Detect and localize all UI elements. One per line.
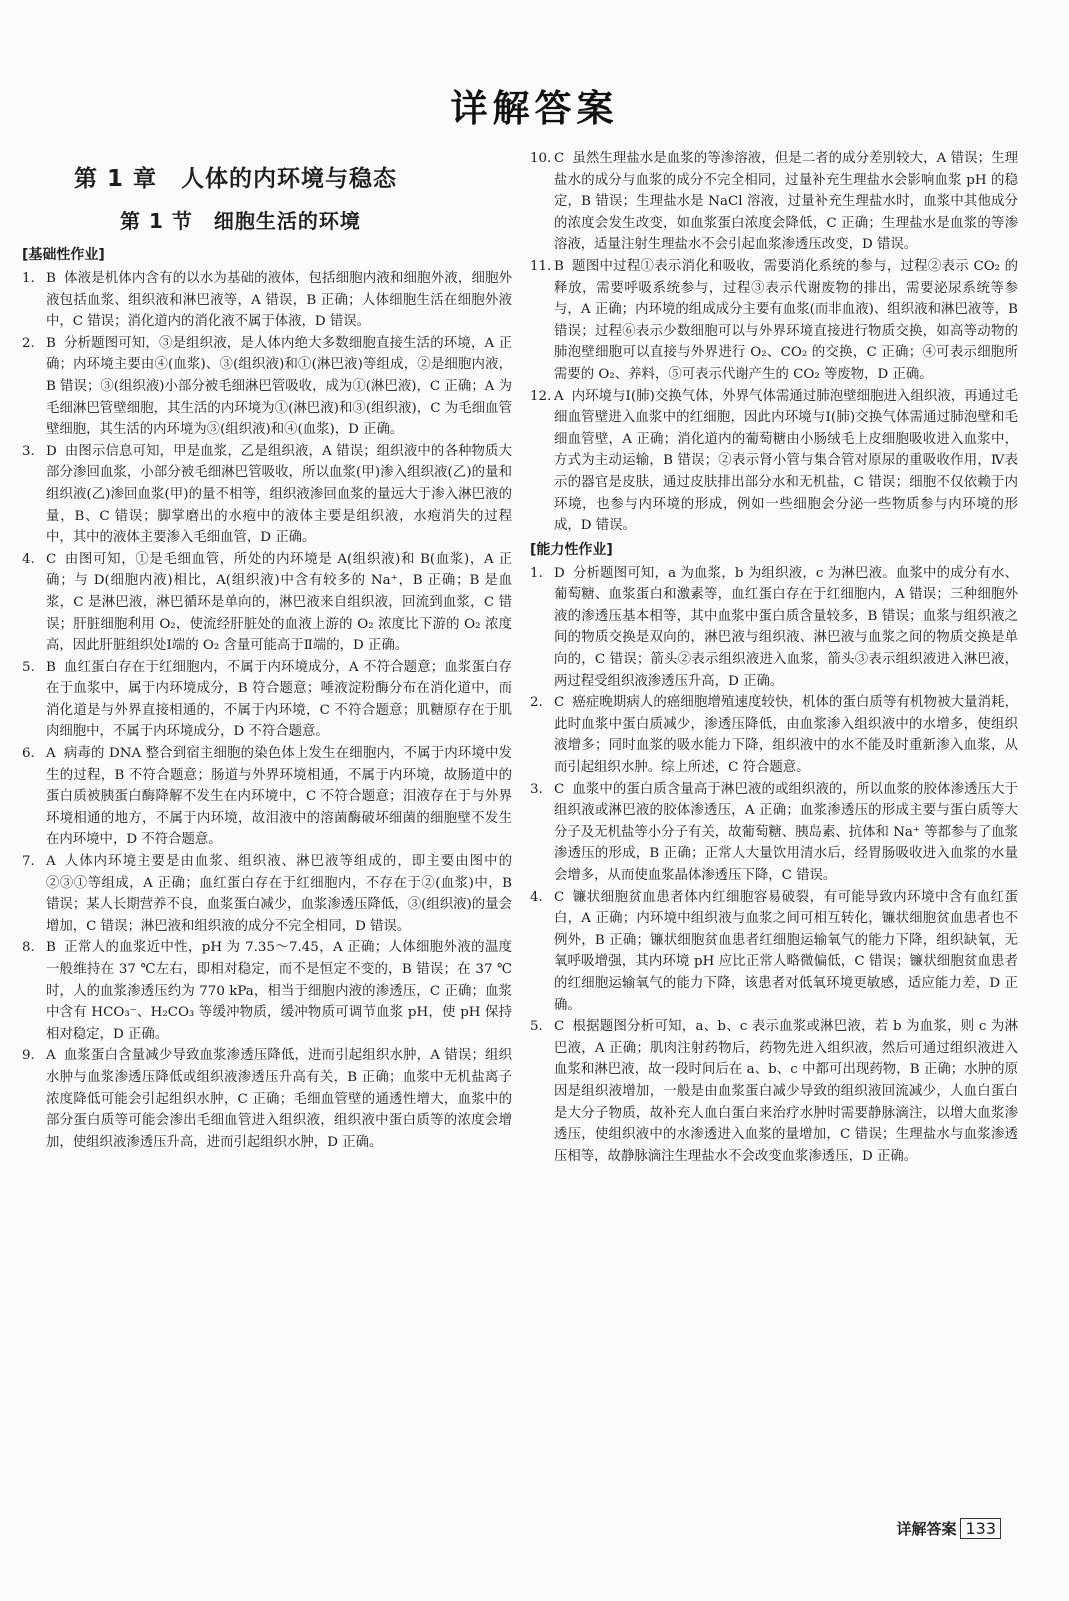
ability-items-list xyxy=(530,563,1018,1168)
item-explanation: 正常人的血浆近中性，pH 为 7.35～7.45，A 正确；人体细胞外液的温度一般维持在 37 ℃左右，即相对稳定，而不是恒定不变的，B 错误；在 37 ℃时，人的血浆渗透压约为 770 kPa，相当于细胞内液的渗透压，C 正确；血浆中含有 HCO₃⁻、H₂CO₃ 等缓冲物质，缓冲物质可调节血浆 pH，使 pH 保持相对稳定，D 正确。 xyxy=(46,940,512,1042)
page-footer xyxy=(896,1518,1001,1539)
page-number: 133 xyxy=(960,1518,1001,1539)
item-answer: A xyxy=(46,746,56,762)
item-number: 3. xyxy=(530,781,543,797)
item-number: 12. xyxy=(530,388,552,404)
answer-item xyxy=(22,268,512,333)
item-answer: A xyxy=(46,854,56,870)
item-number: 4. xyxy=(530,889,543,905)
item-explanation: 由图可知，①是毛细血管，所处的内环境是 A(组织液)和 B(血浆)，A 正确；与 D(细胞内液)相比，A(组织液)中含有较多的 Na⁺，B 正确；B 是血浆，C 是淋巴液，淋巴循环是单向的，淋巴液来自组织液，回流到血浆，C 错误；肝脏细胞利用 O₂，使流经肝脏处的血液上游的 O₂ 浓度比下游的 O₂ 浓度高，因此肝脏组织处Ⅰ端的 O₂ 含量可能高于Ⅱ端的，D 正确。 xyxy=(46,551,512,654)
item-number: 8. xyxy=(22,940,35,956)
page-title: 详解答案 xyxy=(450,87,619,130)
item-answer: C xyxy=(554,1019,565,1035)
item-explanation: 血浆中的蛋白质含量高于淋巴液的或组织液的，所以血浆的胶体渗透压大于组织液或淋巴液的胶体渗透压，A 正确；血浆渗透压的形成主要与蛋白质等大分子及无机盐等小分子有关，故葡萄糖、胰岛素、抗体和 Na⁺ 等都参与了血浆渗透压的形成，B 正确；正常人大量饮用清水后，经胃肠吸收进入血浆的水量会增多，从而使血浆晶体渗透压下降，C 错误。 xyxy=(554,781,1018,883)
basic-items-continued xyxy=(530,148,1018,537)
item-explanation: 分析题图可知，③是组织液，是人体内绝大多数细胞直接生活的环境，A 正确；内环境主要由④(血浆)、③(组织液)和①(淋巴液)等组成，②是细胞内液，B 错误；③(组织液)小部分被毛细淋巴管吸收，成为①(淋巴液)，C 正确；A 为毛细淋巴管壁细胞，其生活的内环境为①(淋巴液)和③(组织液)，C 为毛细血管壁细胞，其生活的内环境为③(组织液)和④(血浆)，D 正确。 xyxy=(46,335,512,438)
answer-item xyxy=(22,549,512,657)
item-number: 10. xyxy=(530,151,552,166)
item-answer: B xyxy=(46,335,56,351)
answer-item xyxy=(22,333,512,441)
item-number: 4. xyxy=(22,551,35,567)
item-number: 9. xyxy=(22,1048,35,1064)
item-explanation: 根据题图分析可知，a、b、c 表示血浆或淋巴液，若 b 为血浆，则 c 为淋巴液，A 正确；肌肉注射药物后，药物先进入组织液，然后可通过组织液进入血浆和淋巴液，故一段时间后在 a、b、c 中都可出现药物，B 正确；水肿的原因是组织液增加，一般是由血浆蛋白减少导致的组织液回流减少，人血白蛋白是大分子物质，故补充人血白蛋白来治疗水肿时需要静脉滴注，以增大血浆渗透压，使组织液中的水渗透进入血浆的量增加，C 错误；生理盐水与血浆渗透压相等，故静脉滴注生理盐水不会改变血浆渗透压，D 正确。 xyxy=(554,1019,1018,1164)
section-heading: 第 1 节 细胞生活的环境 xyxy=(120,209,361,233)
item-number: 6. xyxy=(22,746,35,762)
answer-item xyxy=(22,743,512,851)
right-column xyxy=(530,148,1018,1167)
answer-item xyxy=(22,441,512,549)
item-explanation: 镰状细胞贫血患者体内红细胞容易破裂，有可能导致内环境中含有血红蛋白，A 正确；内环境中组织液与血浆之间可相互转化，镰状细胞贫血患者也不例外，B 正确；镰状细胞贫血患者红细胞运输氧气的能力下降，组织缺氧，无氧呼吸增强，其内环境 pH 应比正常人略微偏低，C 错误；镰状细胞贫血患者的红细胞运输氧气的能力下降，该患者对低氧环境更敏感，适应能力差，D 正确。 xyxy=(554,889,1018,1013)
answer-item xyxy=(530,563,1018,693)
answer-item xyxy=(530,887,1018,1017)
basic-homework-tag: [基础性作业] xyxy=(22,247,105,263)
footer-label: 详解答案 xyxy=(896,1520,957,1538)
item-answer: C xyxy=(554,151,565,166)
answer-item xyxy=(22,1045,512,1153)
item-number: 5. xyxy=(530,1019,543,1035)
item-answer: B xyxy=(554,258,564,274)
answer-item xyxy=(22,937,512,1045)
item-answer: B xyxy=(46,271,56,286)
answer-item xyxy=(530,1016,1018,1167)
item-answer: C xyxy=(46,551,57,567)
item-explanation: 分析题图可知，a 为血浆，b 为组织液，c 为淋巴液。血浆中的成分有水、葡萄糖、血浆蛋白和激素等，血红蛋白存在于红细胞内，A 错误；三种细胞外液的渗透压基本相等，其中血浆中蛋白质含量较多，B 错误；血浆与组织液之间的物质交换是双向的，淋巴液与组织液、淋巴液与血浆之间的物质交换是单向的，C 错误；箭头②表示组织液进入血浆，箭头③表示组织液进入淋巴液，两过程受组织液渗透压升高，D 正确。 xyxy=(554,565,1018,689)
answer-item xyxy=(530,148,1018,256)
item-number: 1. xyxy=(22,271,35,286)
item-number: 7. xyxy=(22,854,35,870)
item-answer: A xyxy=(46,1048,56,1064)
item-explanation: 内环境与Ⅰ(肺)交换气体，外界气体需通过肺泡壁细胞进入组织液，再通过毛细血管壁进入血浆中的红细胞，因此内环境与Ⅰ(肺)交换气体需通过肺泡壁和毛细血管壁，A 正确；消化道内的葡萄糖由小肠绒毛上皮细胞吸收进入血浆中，方式为主动运输，B 错误；②表示肾小管与集合管对原尿的重吸收作用，Ⅳ表示的器官是皮肤，通过皮肤排出部分水和无机盐，C 错误；细胞不仅依赖于内环境，也参与内环境的形成，例如一些细胞会分泌一些物质参与内环境的形成，D 错误。 xyxy=(554,388,1018,534)
item-explanation: 由图示信息可知，甲是血浆，乙是组织液，A 错误；组织液中的各种物质大部分渗回血浆，小部分被毛细淋巴管吸收，所以血浆(甲)渗入组织液(乙)的量和组织液(乙)渗回血浆(甲)的量不相等，组织液渗回血浆的量远大于渗入淋巴液的量，B、C 错误；脚掌磨出的水疱中的液体主要是组织液，水疱消失的过程中，其中的液体主要渗入毛细血管，D 正确。 xyxy=(46,443,512,546)
item-answer: C xyxy=(554,781,565,797)
chapter-heading: 第 1 章 人体的内环境与稳态 xyxy=(74,166,398,192)
answer-item xyxy=(530,256,1018,386)
item-answer: A xyxy=(554,388,564,404)
item-answer: C xyxy=(554,695,565,711)
item-explanation: 癌症晚期病人的癌细胞增殖速度较快，机体的蛋白质等有机物被大量消耗，此时血浆中蛋白质减少，渗透压降低，由血浆渗入组织液中的水增多，使组织液增多；同时血浆的吸水能力下降，组织液中的水不能及时重新渗入血浆，从而引起组织水肿。综上所述，C 符合题意。 xyxy=(554,695,1018,776)
ability-homework-tag: [能力性作业] xyxy=(530,541,613,558)
item-answer: D xyxy=(554,565,565,581)
item-answer: B xyxy=(46,659,56,675)
item-number: 11. xyxy=(530,258,552,274)
left-column xyxy=(22,152,512,1153)
item-answer: C xyxy=(554,889,565,905)
item-explanation: 虽然生理盐水是血浆的等渗溶液，但是二者的成分差别较大，A 错误；生理盐水的成分与血浆的成分不完全相同，过量补充生理盐水会影响血浆 pH 的稳定，B 错误；生理盐水是 NaCl 溶液，过量补充生理盐水时，血浆中其他成分的浓度会发生改变，如血浆蛋白浓度会降低，C 正确；生理盐水是血浆的等渗溶液，适量注射生理盐水不会引起血浆渗透压改变，D 错误。 xyxy=(554,151,1018,253)
answer-item xyxy=(530,779,1018,887)
answer-item xyxy=(530,692,1018,778)
item-explanation: 病毒的 DNA 整合到宿主细胞的染色体上发生在细胞内，不属于内环境中发生的过程，B 不符合题意；肠道与外界环境相通，不属于内环境，故肠道中的蛋白质被胰蛋白酶降解不发生在内环境中，C 不符合题意；泪液存在于与外界环境相通的地方，不属于内环境，故泪液中的溶菌酶破坏细菌的细胞壁不发生在内环境中，D 不符合题意。 xyxy=(46,746,512,848)
item-number: 2. xyxy=(530,695,543,711)
answer-item xyxy=(530,386,1018,537)
item-number: 1. xyxy=(530,565,543,581)
item-number: 2. xyxy=(22,335,35,351)
item-explanation: 血浆蛋白含量减少导致血浆渗透压降低，进而引起组织水肿，A 错误；组织水肿与血浆渗透压降低或组织液渗透压升高有关，B 正确；血浆中无机盐离子浓度降低可能会引起组织水肿，C 正确；毛细血管壁的通透性增大，血浆中的部分蛋白质等可能会渗出毛细血管进入组织液，组织液中蛋白质等的浓度会增加，使组织液渗透压升高，进而引起组织水肿，D 正确。 xyxy=(46,1048,512,1150)
answer-item xyxy=(22,657,512,743)
item-explanation: 血红蛋白存在于红细胞内，不属于内环境成分，A 不符合题意；血浆蛋白存在于血浆中，属于内环境成分，B 符合题意；唾液淀粉酶分布在消化道中，而消化道是与外界直接相通的，不属于内环境，C 不符合题意；肌糖原存在于肌肉细胞中，不属于内环境成分，D 不符合题意。 xyxy=(46,659,512,740)
item-explanation: 人体内环境主要是由血浆、组织液、淋巴液等组成的，即主要由图中的②③①等组成，A 正确；血红蛋白存在于红细胞内，不存在于②(血浆)中，B 错误；某人长期营养不良，血浆蛋白减少，血浆渗透压降低，③(组织液)的量会增加，C 错误；淋巴液和组织液的成分不完全相同，D 错误。 xyxy=(46,854,512,934)
item-answer: B xyxy=(46,940,56,956)
item-number: 3. xyxy=(22,443,35,459)
basic-items-list xyxy=(22,268,512,1153)
item-explanation: 题图中过程①表示消化和吸收，需要消化系统的参与，过程②表示 CO₂ 的释放，需要呼吸系统参与，过程③表示代谢废物的排出，需要泌尿系统等参与，A 正确；内环境的组成成分主要有血浆(而非血液)、组织液和淋巴液等，B 错误；过程⑥表示少数细胞可以与外界环境直接进行物质交换，如高等动物的肺泡壁细胞可以直接与外界进行 O₂、CO₂ 的交换，C 正确；④可表示细胞所需要的 O₂、养料，⑤可表示代谢产生的 CO₂ 等废物，D 正确。 xyxy=(554,258,1018,382)
answer-item xyxy=(22,851,512,937)
item-number: 5. xyxy=(22,659,35,675)
item-answer: D xyxy=(46,443,57,459)
item-explanation: 体液是机体内含有的以水为基础的液体，包括细胞内液和细胞外液，细胞外液包括血浆、组织液和淋巴液等，A 错误，B 正确；人体细胞生活在细胞外液中，C 错误；消化道内的消化液不属于体液，D 错误。 xyxy=(46,271,512,330)
